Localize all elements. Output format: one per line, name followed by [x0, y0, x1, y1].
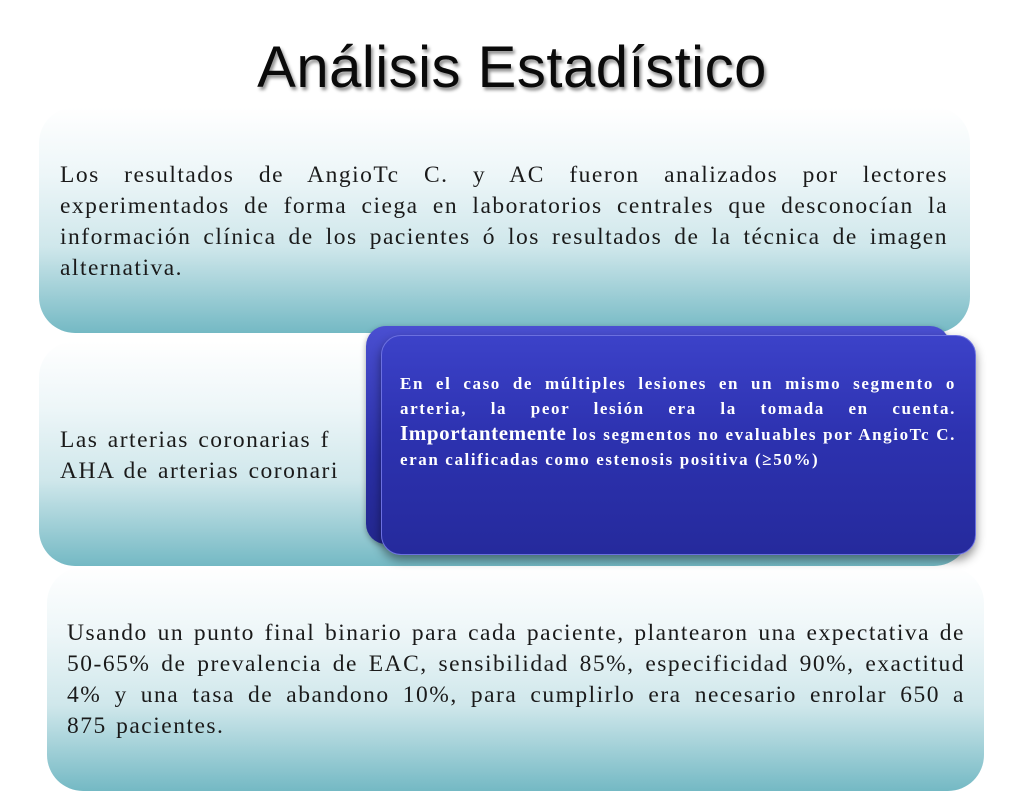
paragraph-sample-size: Usando un punto final binario para cada paciente, plantearon una expectativa de 50-65% de prevalencia de EAC, sensibilidad 85%, especificidad 90%, exactitud 4% y una tasa de abandono 10%, para cumplirlo era necesario enrolar 650 a 875 pacientes. [67, 620, 965, 739]
slide-title: Análisis Estadístico [257, 35, 767, 100]
paragraph-blind-reading: Los resultados de AngioTc C. y AC fueron analizados por lectores experimentados de forma ciega en laboratorios centrales que desconocían la información clínica de los pacientes ó los resultados de la técnica de imagen alternativa. [60, 162, 948, 281]
paragraph-coronary-arteries [60, 425, 390, 487]
callout-lead-word: Importantemente [400, 421, 567, 445]
callout-text [400, 371, 956, 472]
callout-text-part-2: los segmentos no evaluables por AngioTc C. eran calificadas como estenosis positiva (≥50%) [400, 425, 956, 469]
callout-text-part-1: En el caso de múltiples lesiones en un mismo segmento o arteria, la peor lesión era la tomada en cuenta. [400, 374, 956, 418]
paragraph-line-1: Las arterias coronarias f [60, 427, 330, 453]
paragraph-line-2: AHA de arterias coronari [60, 458, 339, 484]
